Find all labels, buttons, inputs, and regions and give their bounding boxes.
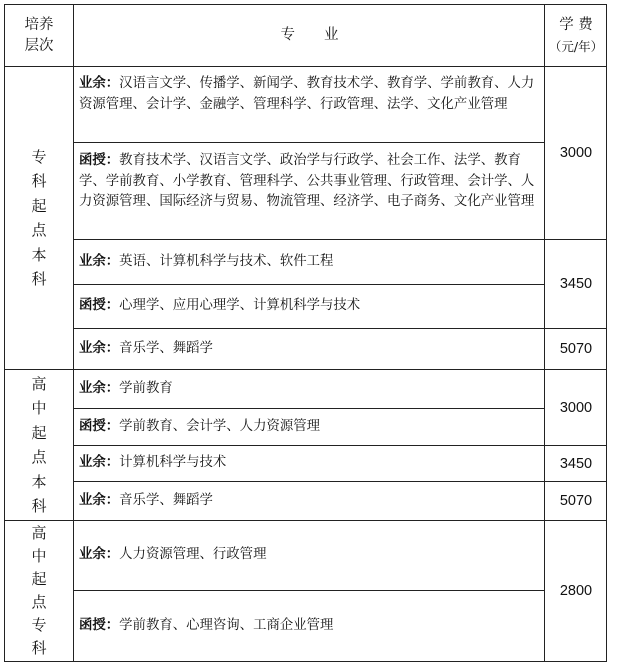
fee-cell: 5070: [559, 493, 593, 509]
header-level-line1: 培养: [24, 16, 54, 33]
header-major: 专 业: [280, 27, 339, 43]
header-fee: [545, 4, 607, 67]
fee-cell: 3450: [559, 455, 593, 472]
header-level-line2: 层次: [24, 37, 54, 54]
fee-cell: 3450: [559, 276, 593, 292]
fee-cell: 3000: [559, 145, 593, 161]
major-row: 函授：教育技术学、汉语言文学、政治学与行政学、社会工作、法学、教育学、学前教育、小学教育、管理科学、公共事业管理、行政管理、会计学、人力资源管理、国际经济与贸易、物流管理、经济学、电子商务、文化产业管理: [79, 153, 535, 209]
major-row: 函授： 心理学、应用心理学、计算机科学与技术: [79, 298, 361, 314]
major-row: 业余： 学前教育: [79, 380, 173, 396]
major-row: 业余：汉语言文学、传播学、新闻学、教育技术学、教育学、学前教育、人力资源管理、会计学、金融学、管理科学、行政管理、法学、文化产业管理: [79, 76, 535, 112]
row-line: [73, 142, 545, 143]
major-row: 业余： 音乐学、舞蹈学: [79, 492, 213, 508]
major-row: 函授： 学前教育、会计学、人力资源管理: [79, 418, 321, 434]
major-row: 业余： 音乐学、舞蹈学: [79, 340, 213, 356]
fee-cell: 3000: [559, 399, 593, 416]
major-row: 业余： 计算机科学与技术: [79, 455, 227, 471]
fee-cell: 5070: [559, 341, 593, 357]
header-fee-line1: 学 费: [559, 16, 593, 33]
major-row: 业余： 人力资源管理、行政管理: [79, 547, 267, 563]
level-gaozhong-qidian-zhuanke: 高 中 起 点 专 科: [31, 524, 47, 657]
header-fee-line2: （元/年）: [548, 38, 604, 54]
fee-table: [4, 4, 607, 662]
level-gaozhong-qidian-benke: 高 中 起 点 本 科: [31, 374, 47, 515]
major-row: 函授： 学前教育、心理咨询、工商企业管理: [79, 617, 334, 633]
major-row: 业余： 英语、计算机科学与技术、软件工程: [79, 253, 334, 269]
header-level: [4, 4, 74, 67]
table-border-bottom: [4, 661, 607, 662]
level-zhuanke-qidian-benke: 专 科 起 点 本 科: [31, 147, 47, 288]
fee-cell: 2800: [559, 583, 593, 599]
